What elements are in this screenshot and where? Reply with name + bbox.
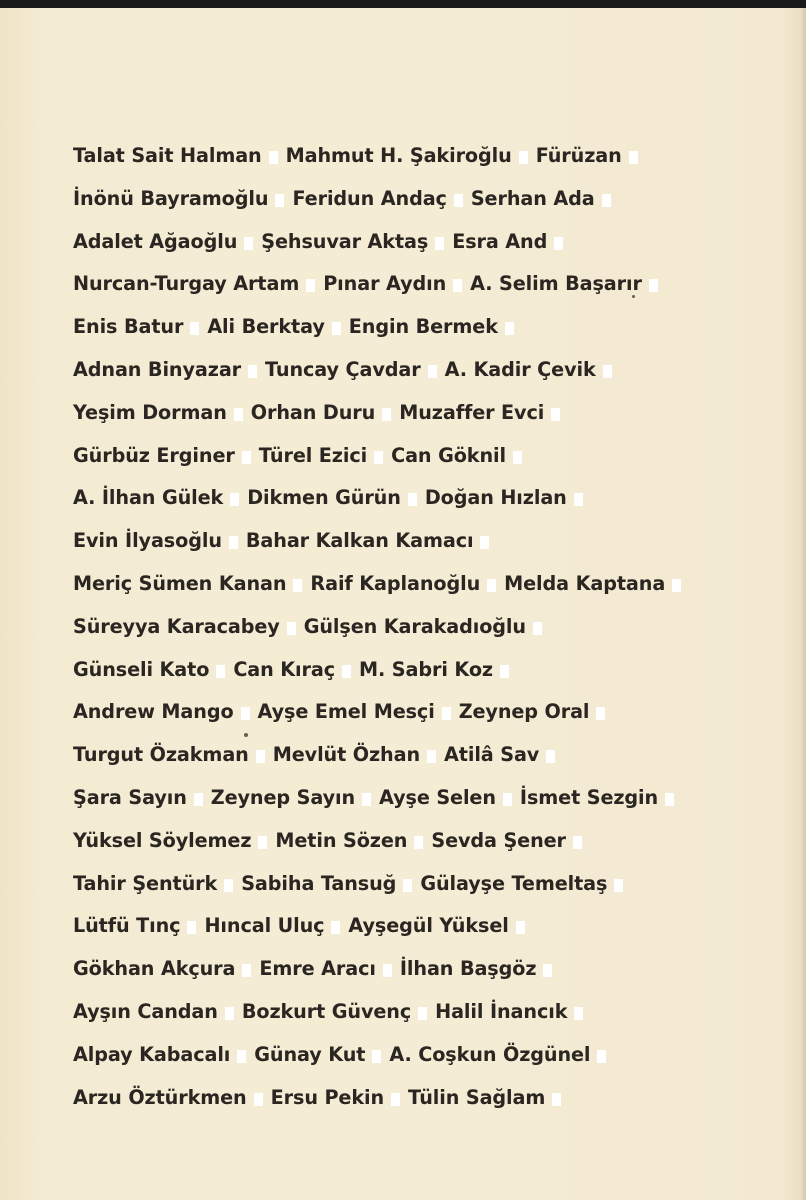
contributor-name: Can Göknil [391, 443, 506, 467]
separator-square [258, 836, 267, 849]
contributor-name: Ayşe Selen [379, 785, 496, 809]
separator-square [190, 322, 199, 335]
separator-square [435, 237, 444, 250]
separator-square [306, 279, 315, 292]
contributor-name: Günay Kut [254, 1042, 366, 1066]
contributor-name: A. İlhan Gülek [73, 486, 224, 510]
contributor-name: Lütfü Tınç [73, 914, 181, 938]
separator-square [513, 451, 522, 464]
separator-square [596, 707, 605, 720]
separator-square [442, 707, 451, 720]
contributor-name: Ayşın Candan [73, 999, 218, 1023]
contributor-name: Gülşen Karakadıoğlu [303, 614, 526, 638]
separator-square [505, 322, 514, 335]
contributor-name: Türel Ezici [258, 443, 368, 467]
contributor-name: Sevda Şener [431, 828, 566, 852]
name-line [73, 355, 773, 398]
separator-square [516, 921, 525, 934]
name-line [73, 569, 773, 612]
separator-square [428, 365, 437, 378]
separator-square [332, 322, 341, 335]
contributor-name: İnönü Bayramoğlu [73, 186, 269, 210]
separator-square [552, 1093, 561, 1106]
contributor-name: Zeynep Oral [458, 700, 590, 724]
separator-square [480, 536, 489, 549]
name-line [73, 483, 773, 526]
contributor-name: Andrew Mango [73, 700, 234, 724]
contributor-name: A. Kadir Çevik [444, 357, 596, 381]
separator-square [244, 237, 253, 250]
contributor-name: Muzaffer Evci [399, 400, 545, 424]
contributor-name: Şehsuvar Aktaş [261, 229, 429, 253]
contributor-name: Atilâ Sav [444, 743, 540, 767]
contributor-name: Nurcan-Turgay Artam [73, 272, 300, 296]
contributor-name: Alpay Kabacalı [73, 1042, 231, 1066]
name-line [73, 697, 773, 740]
name-line [73, 526, 773, 569]
separator-square [293, 579, 302, 592]
separator-square [256, 750, 265, 763]
contributor-name: Can Kıraç [233, 657, 336, 681]
separator-square [229, 536, 238, 549]
contributor-name: Esra And [452, 229, 548, 253]
separator-square [500, 665, 509, 678]
name-line [73, 997, 773, 1040]
name-line [73, 441, 773, 484]
right-edge-shadow [800, 8, 806, 1200]
contributor-name: Meriç Sümen Kanan [73, 571, 287, 595]
separator-square [408, 493, 417, 506]
separator-square [573, 836, 582, 849]
contributor-name: Raif Kaplanoğlu [310, 571, 481, 595]
contributor-name: Doğan Hızlan [424, 486, 567, 510]
separator-square [242, 964, 251, 977]
separator-square [543, 964, 552, 977]
separator-square [546, 750, 555, 763]
name-line [73, 1040, 773, 1083]
contributor-name: Mevlüt Özhan [272, 743, 421, 767]
separator-square [665, 793, 674, 806]
separator-square [254, 1093, 263, 1106]
contributor-name: Tuncay Çavdar [265, 357, 421, 381]
contributor-name: Zeynep Sayın [210, 785, 356, 809]
separator-square [418, 1007, 427, 1020]
separator-square [487, 579, 496, 592]
contributor-name: M. Sabri Koz [359, 657, 493, 681]
separator-square [374, 451, 383, 464]
contributor-name: Serhan Ada [470, 186, 595, 210]
separator-square [602, 194, 611, 207]
separator-square [382, 408, 391, 421]
separator-square [391, 1093, 400, 1106]
contributor-name: Halil İnancık [435, 999, 568, 1023]
contributor-name: Sabiha Tansuğ [241, 871, 397, 895]
contributor-name: Talat Sait Halman [73, 144, 262, 167]
separator-square [224, 879, 233, 892]
contributor-name: Metin Sözen [275, 828, 408, 852]
contributor-name: İsmet Sezgin [519, 785, 659, 809]
separator-square [454, 194, 463, 207]
contributor-name: Gülayşe Temeltaş [420, 871, 608, 895]
contributor-name: Gökhan Akçura [73, 957, 236, 981]
separator-square [597, 1050, 606, 1063]
contributor-name: Mahmut H. Şakiroğlu [285, 144, 512, 167]
separator-square [269, 151, 278, 164]
separator-square [342, 665, 351, 678]
separator-square [234, 408, 243, 421]
separator-square [414, 836, 423, 849]
contributor-name: A. Coşkun Özgünel [389, 1042, 591, 1066]
name-line [73, 911, 773, 954]
separator-square [187, 921, 196, 934]
name-line [73, 398, 773, 441]
separator-square [362, 793, 371, 806]
name-line [73, 740, 773, 783]
contributor-name: Ali Berktay [207, 315, 325, 339]
contributor-name: Engin Bermek [348, 315, 498, 339]
contributor-name: Tülin Sağlam [408, 1085, 546, 1109]
name-line [73, 227, 773, 270]
contributor-name: Adalet Ağaoğlu [73, 229, 238, 253]
contributor-name: Enis Batur [73, 315, 184, 339]
separator-square [533, 622, 542, 635]
name-line [73, 184, 773, 227]
separator-square [331, 921, 340, 934]
contributor-name: Evin İlyasoğlu [73, 529, 222, 553]
name-line [73, 826, 773, 869]
contributor-name: Süreyya Karacabey [73, 614, 280, 638]
name-line [73, 141, 773, 184]
contributor-name: Ayşegül Yüksel [348, 914, 509, 938]
contributor-name: Orhan Duru [250, 400, 376, 424]
separator-square [453, 279, 462, 292]
separator-square [551, 408, 560, 421]
contributor-name: Ersu Pekin [270, 1085, 385, 1109]
contributor-name: A. Selim Başarır [470, 272, 642, 296]
name-line [73, 954, 773, 997]
contributor-name: Gürbüz Erginer [73, 443, 235, 467]
separator-square [554, 237, 563, 250]
separator-square [603, 365, 612, 378]
contributor-name: Yeşim Dorman [73, 400, 227, 424]
contributor-name: Arzu Öztürkmen [73, 1085, 247, 1109]
separator-square [225, 1007, 234, 1020]
contributor-name: Şara Sayın [73, 785, 187, 809]
contributor-name: İlhan Başgöz [399, 957, 537, 981]
separator-square [287, 622, 296, 635]
contributor-name: Pınar Aydın [323, 272, 447, 296]
separator-square [230, 493, 239, 506]
name-line [73, 783, 773, 826]
separator-square [216, 665, 225, 678]
contributors-list [73, 141, 773, 1125]
top-edge-shadow [0, 0, 806, 8]
separator-square [403, 879, 412, 892]
contributor-name: Melda Kaptana [504, 571, 666, 595]
separator-square [194, 793, 203, 806]
contributor-name: Fürüzan [535, 144, 622, 167]
name-line [73, 655, 773, 698]
contributor-name: Feridun Andaç [292, 186, 447, 210]
contributor-name: Hıncal Uluç [204, 914, 325, 938]
separator-square [614, 879, 623, 892]
contributor-name: Bahar Kalkan Kamacı [245, 529, 474, 553]
contributor-name: Turgut Özakman [73, 743, 249, 767]
separator-square [383, 964, 392, 977]
separator-square [503, 793, 512, 806]
name-line [73, 1083, 773, 1126]
separator-square [574, 1007, 583, 1020]
name-line [73, 269, 773, 312]
separator-square [248, 365, 257, 378]
name-line [73, 869, 773, 912]
separator-square [629, 151, 638, 164]
contributor-name: Ayşe Emel Mesçi [257, 700, 435, 724]
separator-square [237, 1050, 246, 1063]
contributor-name: Adnan Binyazar [73, 357, 242, 381]
contributor-name: Bozkurt Güvenç [241, 999, 412, 1023]
contributor-name: Emre Aracı [259, 957, 376, 981]
separator-square [372, 1050, 381, 1063]
name-line [73, 312, 773, 355]
separator-square [427, 750, 436, 763]
separator-square [275, 194, 284, 207]
contributor-name: Yüksel Söylemez [73, 828, 252, 852]
separator-square [519, 151, 528, 164]
contributor-name: Günseli Kato [73, 657, 210, 681]
name-line [73, 612, 773, 655]
contributor-name: Tahir Şentürk [73, 871, 218, 895]
contributor-name: Dikmen Gürün [247, 486, 401, 510]
separator-square [649, 279, 658, 292]
separator-square [242, 451, 251, 464]
separator-square [672, 579, 681, 592]
separator-square [574, 493, 583, 506]
separator-square [241, 707, 250, 720]
